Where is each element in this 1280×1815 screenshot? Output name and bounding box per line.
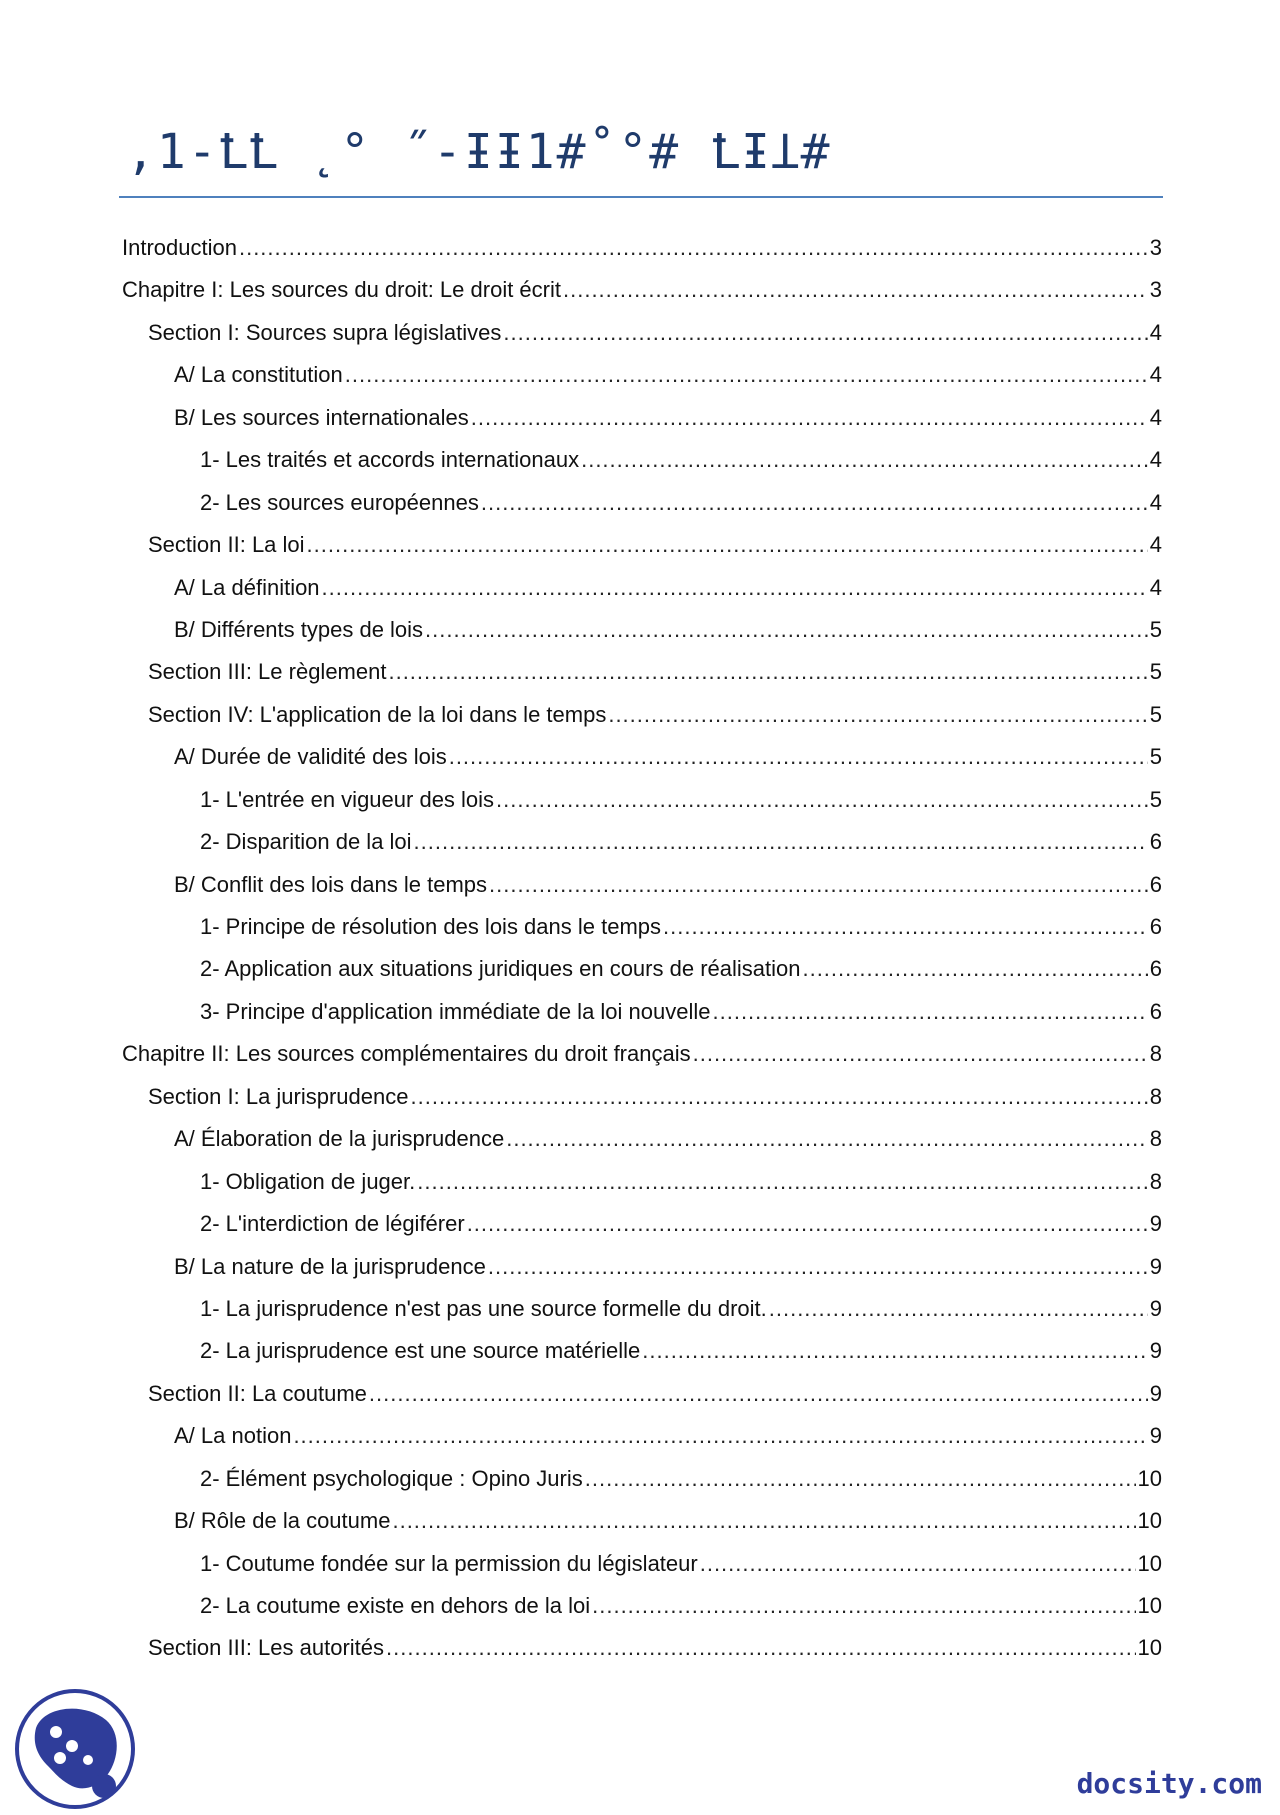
toc-entry[interactable] [122, 312, 1162, 354]
toc-dot-leader [471, 397, 1148, 439]
toc-dot-leader [802, 948, 1147, 990]
toc-entry-label: Section III: Les autorités [148, 1635, 385, 1661]
toc-page-number: 5 [1149, 659, 1162, 685]
toc-dot-leader [608, 694, 1147, 736]
toc-dot-leader [481, 482, 1148, 524]
toc-dot-leader [307, 524, 1148, 566]
toc-entry[interactable] [122, 1543, 1162, 1585]
toc-page-number: 4 [1149, 489, 1162, 515]
toc-entry[interactable] [122, 609, 1162, 651]
toc-dot-leader [506, 1118, 1148, 1160]
toc-entry[interactable] [122, 991, 1162, 1033]
toc-page-number: 6 [1149, 956, 1162, 982]
toc-page-number: 8 [1149, 1041, 1162, 1067]
toc-entry[interactable] [122, 864, 1162, 906]
toc-page-number: 9 [1149, 1211, 1162, 1237]
toc-dot-leader [496, 779, 1148, 821]
toc-page-number: 8 [1149, 1083, 1162, 1109]
toc-dot-leader [239, 227, 1148, 269]
toc-dot-leader [388, 651, 1147, 693]
toc-entry-label: 2- Les sources européennes [200, 489, 479, 515]
toc-entry-label: A/ La notion [174, 1423, 292, 1449]
toc-entry-label: A/ La constitution [174, 362, 343, 388]
toc-entry[interactable] [122, 948, 1162, 990]
toc-dot-leader [713, 991, 1148, 1033]
toc-entry-label: B/ Rôle de la coutume [174, 1508, 391, 1534]
toc-dot-leader [467, 1203, 1148, 1245]
toc-entry[interactable] [122, 1076, 1162, 1118]
toc-page-number: 3 [1149, 277, 1162, 303]
toc-entry-label: Chapitre I: Les sources du droit: Le droit écrit [122, 277, 561, 303]
title-underline [119, 196, 1163, 198]
docsity-brand-link[interactable]: docsity.com [1076, 1767, 1262, 1800]
toc-entry[interactable] [122, 269, 1162, 311]
toc-page-number: 10 [1137, 1465, 1162, 1491]
toc-dot-leader [369, 1373, 1148, 1415]
toc-entry[interactable] [122, 821, 1162, 863]
toc-page-number: 10 [1137, 1635, 1162, 1661]
toc-page-number: 6 [1149, 871, 1162, 897]
toc-page-number: 5 [1149, 701, 1162, 727]
toc-entry[interactable] [122, 1500, 1162, 1542]
toc-entry[interactable] [122, 651, 1162, 693]
toc-page-number: 4 [1149, 362, 1162, 388]
toc-entry[interactable] [122, 1415, 1162, 1457]
toc-dot-leader [581, 439, 1148, 481]
toc-entry-label: 2- Application aux situations juridiques en cours de réalisation [200, 956, 801, 982]
toc-entry-label: 3- Principe d'application immédiate de la loi nouvelle [200, 998, 711, 1024]
toc-page-number: 9 [1149, 1423, 1162, 1449]
toc-dot-leader [488, 1246, 1148, 1288]
toc-entry-label: 2- L'interdiction de légiférer [200, 1211, 465, 1237]
toc-entry[interactable] [122, 1373, 1162, 1415]
toc-entry[interactable] [122, 524, 1162, 566]
toc-entry[interactable] [122, 1330, 1162, 1372]
toc-page-number: 6 [1149, 829, 1162, 855]
toc-entry[interactable] [122, 354, 1162, 396]
toc-entry-label: Section I: La jurisprudence [148, 1083, 409, 1109]
table-of-contents [122, 227, 1162, 1670]
toc-entry-label: A/ Élaboration de la jurisprudence [174, 1126, 505, 1152]
toc-dot-leader [411, 1076, 1148, 1118]
toc-page-number: 4 [1149, 447, 1162, 473]
toc-dot-leader [663, 906, 1148, 948]
toc-entry-label: 1- La jurisprudence n'est pas une source formelle du droit. [200, 1295, 767, 1321]
toc-entry-label: B/ Différents types de lois [174, 616, 424, 642]
toc-entry-label: 2- Élément psychologique : Opino Juris [200, 1465, 583, 1491]
toc-entry-label: B/ La nature de la jurisprudence [174, 1253, 486, 1279]
toc-entry[interactable] [122, 1627, 1162, 1669]
toc-dot-leader [693, 1033, 1148, 1075]
toc-entry[interactable] [122, 439, 1162, 481]
toc-page-number: 9 [1149, 1338, 1162, 1364]
toc-page-number: 8 [1149, 1168, 1162, 1194]
toc-entry-label: Section II: La loi [148, 532, 305, 558]
toc-entry-label: Section IV: L'application de la loi dans le temps [148, 701, 607, 727]
toc-page-number: 6 [1149, 998, 1162, 1024]
toc-page-number: 10 [1137, 1550, 1162, 1576]
toc-page-number: 6 [1149, 914, 1162, 939]
toc-entry-label: 1- Principe de résolution des lois dans le temps [200, 914, 662, 939]
toc-dot-leader [322, 567, 1148, 609]
toc-dot-leader [386, 1627, 1135, 1669]
toc-entry[interactable] [122, 694, 1162, 736]
toc-entry-label: 1- L'entrée en vigueur des lois [200, 786, 495, 812]
toc-page-number: 9 [1149, 1380, 1162, 1406]
toc-entry-label: A/ Durée de validité des lois [174, 744, 447, 770]
toc-entry-label: 2- La coutume existe en dehors de la loi [200, 1593, 591, 1618]
toc-entry-label: 1- Obligation de juger. [200, 1168, 416, 1194]
toc-entry-label: Introduction [122, 235, 237, 260]
toc-entry[interactable] [122, 779, 1162, 821]
toc-page-number: 5 [1149, 744, 1162, 770]
toc-page-number: 8 [1149, 1126, 1162, 1152]
toc-entry-label: Chapitre II: Les sources complémentaires du droit français [122, 1041, 691, 1067]
toc-entry-label: Section III: Le règlement [148, 659, 387, 685]
toc-dot-leader [392, 1500, 1135, 1542]
toc-dot-leader [345, 354, 1148, 396]
toc-entry[interactable] [122, 906, 1162, 948]
toc-entry-label: 2- Disparition de la loi [200, 829, 412, 855]
toc-dot-leader [449, 736, 1148, 778]
toc-page-number: 9 [1149, 1253, 1162, 1279]
document-title: ,1-ꝈꝈ ˛° ˝-ƗƗ1#˚°# ꝈƗꞱ# [126, 124, 832, 180]
toc-entry[interactable] [122, 1118, 1162, 1160]
toc-entry[interactable] [122, 567, 1162, 609]
toc-entry-label: Section II: La coutume [148, 1380, 367, 1406]
toc-page-number: 5 [1149, 786, 1162, 812]
toc-entry[interactable] [122, 1033, 1162, 1075]
toc-dot-leader [642, 1330, 1148, 1372]
toc-page-number: 4 [1149, 404, 1162, 430]
toc-dot-leader [425, 609, 1148, 651]
toc-page-number: 4 [1149, 574, 1162, 600]
toc-page-number: 10 [1137, 1593, 1162, 1618]
toc-dot-leader [592, 1585, 1135, 1627]
toc-page-number: 3 [1149, 235, 1162, 260]
toc-entry-label: Section I: Sources supra législatives [148, 319, 502, 345]
toc-dot-leader [417, 1161, 1147, 1203]
toc-entry-label: 1- Coutume fondée sur la permission du législateur [200, 1550, 698, 1576]
toc-entry[interactable] [122, 1246, 1162, 1288]
toc-entry-label: 2- La jurisprudence est une source matérielle [200, 1338, 641, 1364]
toc-page-number: 9 [1149, 1295, 1162, 1321]
toc-dot-leader [414, 821, 1148, 863]
toc-dot-leader [489, 864, 1148, 906]
toc-entry-label: B/ Les sources internationales [174, 404, 469, 430]
toc-page-number: 4 [1149, 532, 1162, 558]
docsity-logo-svg [14, 1688, 136, 1810]
toc-entry[interactable] [122, 482, 1162, 524]
toc-page-number: 4 [1149, 319, 1162, 345]
toc-entry[interactable] [122, 1288, 1162, 1330]
toc-entry-label: A/ La définition [174, 574, 320, 600]
toc-page-number: 5 [1149, 616, 1162, 642]
docsity-logo-icon [14, 1688, 136, 1810]
toc-dot-leader [563, 269, 1148, 311]
toc-dot-leader [585, 1458, 1136, 1500]
toc-dot-leader [503, 312, 1147, 354]
toc-entry[interactable] [122, 227, 1162, 269]
toc-entry[interactable] [122, 1161, 1162, 1203]
toc-entry[interactable] [122, 1585, 1162, 1627]
toc-dot-leader [700, 1543, 1136, 1585]
toc-dot-leader [293, 1415, 1147, 1457]
toc-entry[interactable] [122, 397, 1162, 439]
toc-entry[interactable] [122, 1203, 1162, 1245]
toc-dot-leader [769, 1288, 1148, 1330]
toc-entry[interactable] [122, 736, 1162, 778]
toc-page-number: 10 [1137, 1508, 1162, 1534]
toc-entry-label: B/ Conflit des lois dans le temps [174, 871, 488, 897]
toc-entry-label: 1- Les traités et accords internationaux [200, 447, 580, 473]
toc-entry[interactable] [122, 1458, 1162, 1500]
